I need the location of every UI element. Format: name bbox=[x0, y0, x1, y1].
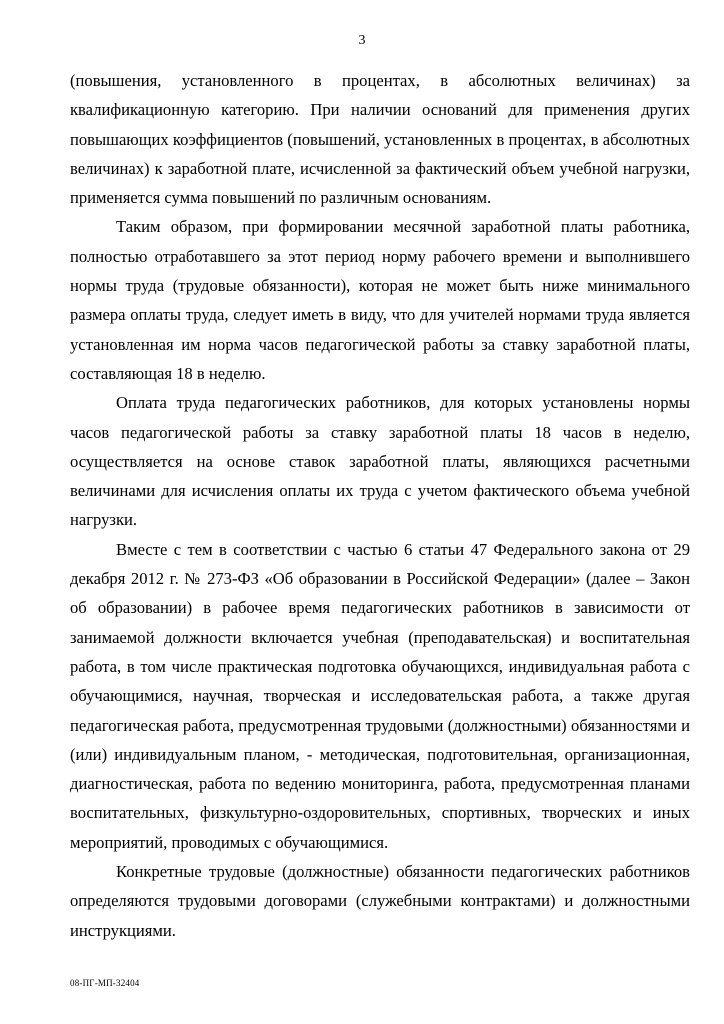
page-number: 3 bbox=[358, 33, 366, 48]
paragraph-pay-teachers: Оплата труда педагогических работников, для которых установлены нормы часов педагогической работы за ставку заработной платы 18 часов в неделю, осуществляется на основе ставок заработной платы, являющихся расчетными величинами для исчисления оплаты их труда с учетом фактического объема учебной нагрузки. bbox=[70, 393, 690, 530]
paragraph-education-law: Вместе с тем в соответствии с частью 6 статьи 47 Федерального закона от 29 декабря 2012 г. № 273-ФЗ «Об образовании в Российской Федерации» (далее – Закон об образовании) в рабочее время педагогических работников в зависимости от занимаемой должности включается учебная (преподавательская) и воспитательная работа, в том числе практическая подготовка обучающихся, индивидуальная работа с обучающимися, научная, творческая и исследовательская работа, а также другая педагогическая работа, предусмотренная трудовыми (должностными) обязанностями и (или) индивидуальным планом, - методическая, подготовительная, организационная, диагностическая, работа по ведению мониторинга, работа, предусмотренная планами воспитательных, физкультурно-оздоровительных, спортивных, творческих и иных мероприятий, проводимых с обучающимися. bbox=[70, 539, 690, 852]
paragraph-duties: Конкретные трудовые (должностные) обязанности педагогических работников определяются трудовыми договорами (служебными контрактами) и должностными инструкциями. bbox=[70, 862, 690, 940]
paragraph-continuation: (повышения, установленного в процентах, в абсолютных величинах) за квалификационную категорию. При наличии оснований для применения других повышающих коэффициентов (повышений, установленных в процентах, в абсолютных величинах) к заработной плате, исчисленной за фактический объем учебной нагрузки, применяется сумма повышений по различным основаниям. bbox=[70, 71, 690, 208]
paragraph-monthly-salary: Таким образом, при формировании месячной заработной платы работника, полностью отработавшего за этот период норму рабочего времени и выполнившего нормы труда (трудовые обязанности), которая не может быть ниже минимального размера оплаты труда, следует иметь в виду, что для учителей нормами труда является установленная им норма часов педагогической работы за ставку заработной платы, составляющая 18 в неделю. bbox=[70, 217, 690, 383]
document-body bbox=[70, 66, 690, 945]
document-registration-code: 08-ПГ-МП-32404 bbox=[70, 978, 140, 988]
